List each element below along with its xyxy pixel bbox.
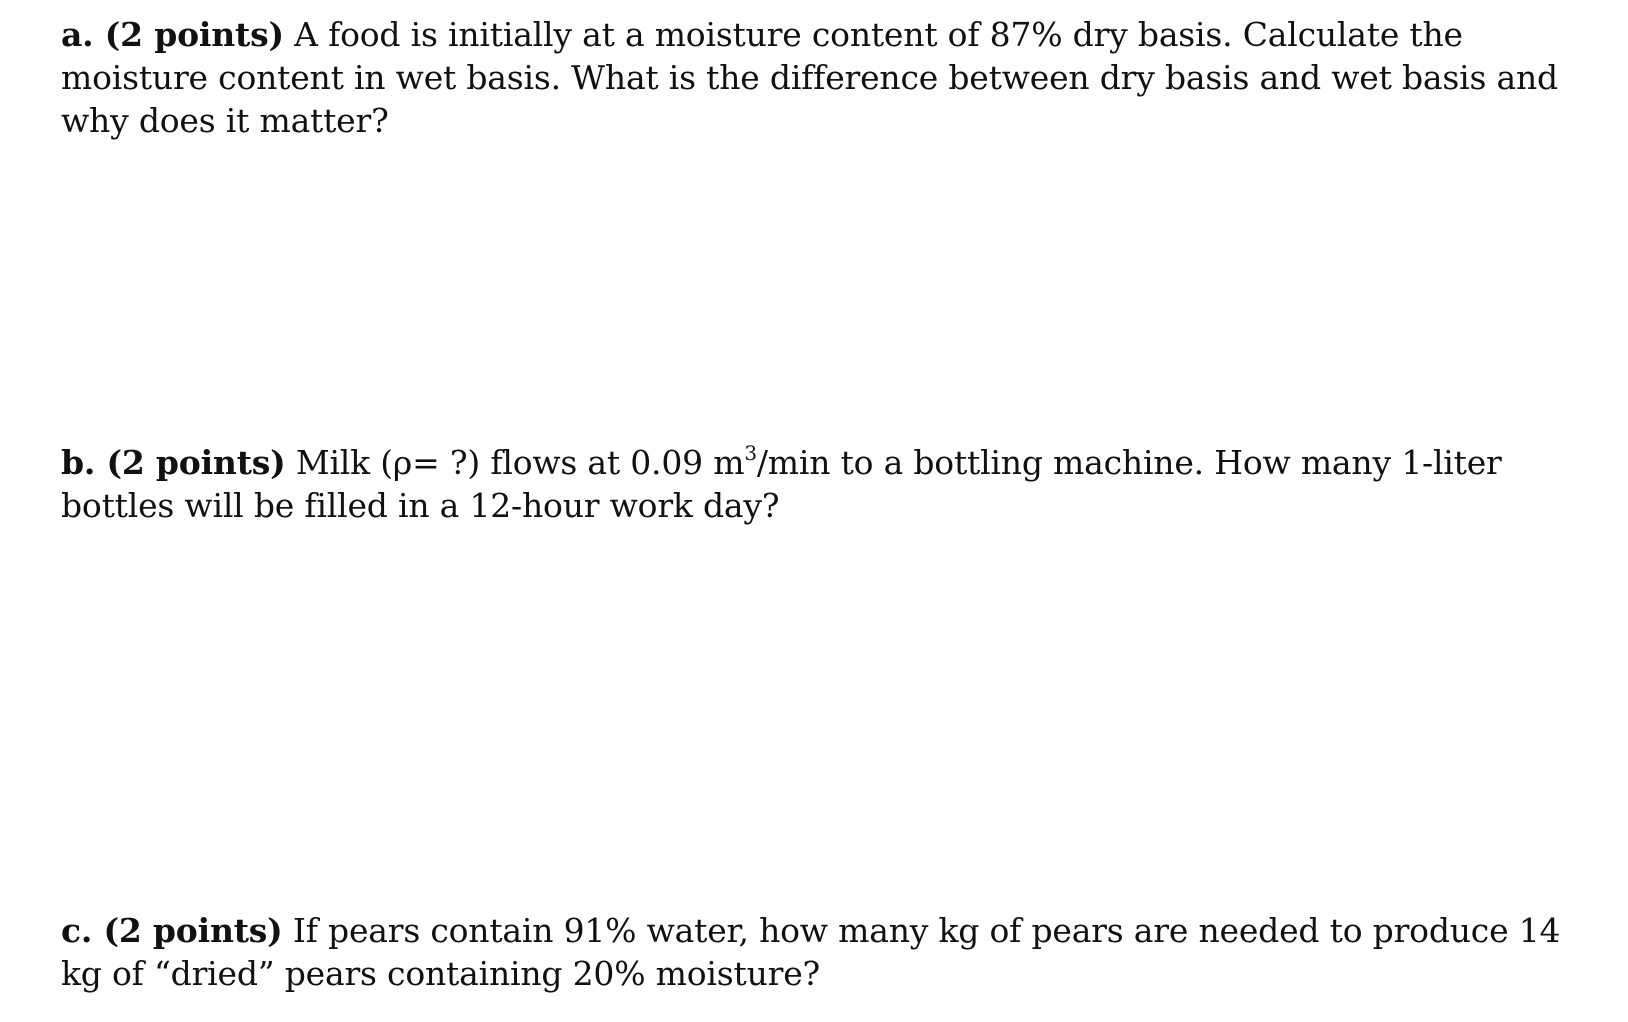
question-b-text-start: Milk (ρ= ?) flows at 0.09 m — [285, 443, 745, 482]
question-b-label: b. (2 points) — [61, 443, 286, 482]
cubic-superscript: 3 — [744, 441, 757, 465]
question-b-text-end: /min to a bottling machine. How many 1-liter bottles will be filled in a 12-hour work day? — [61, 443, 1502, 525]
question-a — [61, 13, 1561, 142]
question-a-label: a. (2 points) — [61, 15, 284, 54]
question-b — [61, 441, 1561, 527]
question-c-text: If pears contain 91% water, how many kg of pears are needed to produce 14 kg of “dried” pears containing 20% moisture? — [61, 911, 1561, 993]
question-c — [61, 909, 1561, 995]
question-c-label: c. (2 points) — [61, 911, 283, 950]
question-a-text: A food is initially at a moisture content of 87% dry basis. Calculate the moisture content in wet basis. What is the difference between dry basis and wet basis and why does it matter? — [61, 15, 1558, 140]
